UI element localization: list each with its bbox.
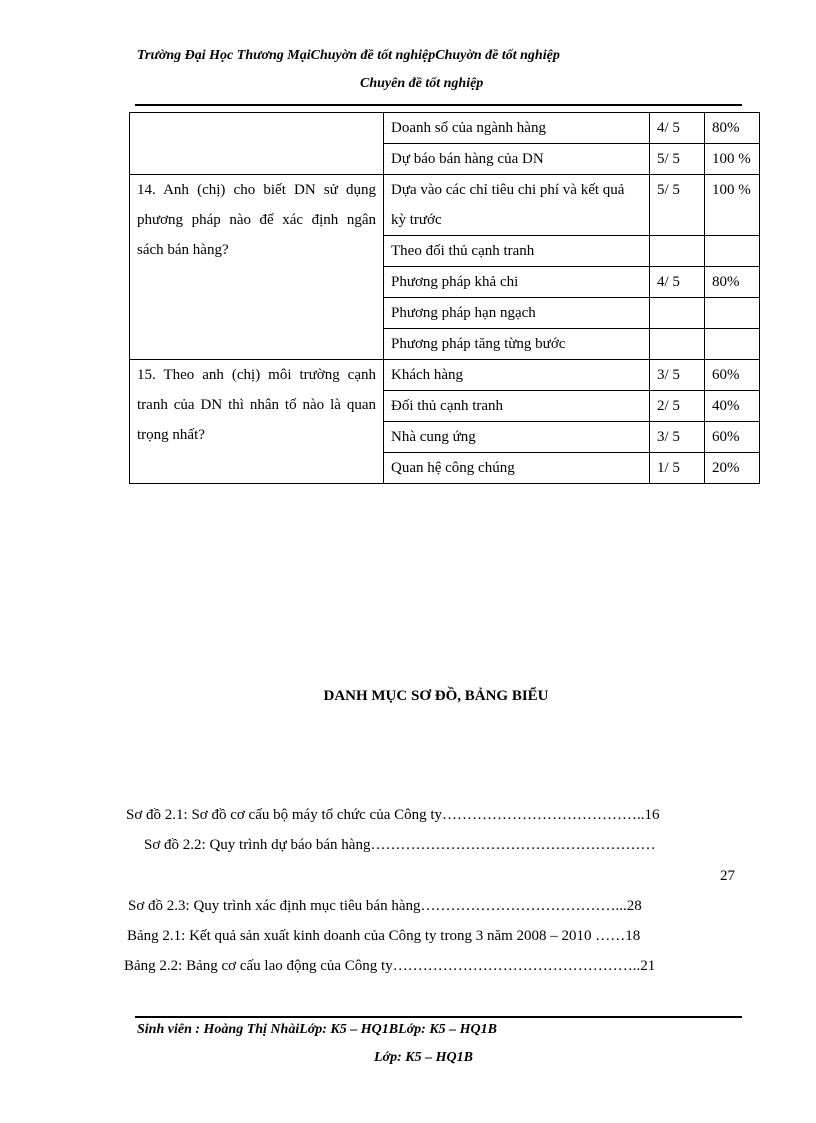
count-cell: 3/ 5	[650, 360, 705, 391]
percent-cell: 60%	[705, 422, 760, 453]
footer-divider	[135, 1016, 742, 1018]
count-cell: 2/ 5	[650, 391, 705, 422]
toc-entry: Bảng 2.1: Kết quả sản xuất kinh doanh của Công ty trong 3 năm 2008 – 2010 ……18	[127, 928, 641, 944]
percent-cell: 80%	[705, 267, 760, 298]
table-row	[130, 175, 760, 236]
option-cell: Phương pháp tăng từng bước	[384, 329, 650, 360]
option-cell: Dựa vào các chỉ tiêu chi phí và kết quả kỳ trước	[384, 175, 650, 236]
table-row	[130, 360, 760, 391]
percent-cell: 100 %	[705, 175, 760, 236]
option-cell: Phương pháp khả chi	[384, 267, 650, 298]
question-cell: 15. Theo anh (chị) môi trường cạnh tranh của DN thì nhân tố nào là quan trọng nhất?	[130, 360, 384, 484]
toc-entry: Bảng 2.2: Bảng cơ cấu lao động của Công ty…………………………………………..21	[124, 958, 656, 974]
toc-entry: Sơ đồ 2.2: Quy trình dự báo bán hàng…………………………………………………	[144, 837, 656, 853]
survey-table	[129, 112, 760, 484]
count-cell: 5/ 5	[650, 144, 705, 175]
toc-entry: Sơ đồ 2.3: Quy trình xác định mục tiêu bán hàng…………………………………...28	[128, 898, 642, 914]
question-cell	[130, 113, 384, 175]
count-cell: 5/ 5	[650, 175, 705, 236]
percent-cell: 80%	[705, 113, 760, 144]
option-cell: Đối thủ cạnh tranh	[384, 391, 650, 422]
option-cell: Nhà cung ứng	[384, 422, 650, 453]
count-cell: 4/ 5	[650, 113, 705, 144]
count-cell	[650, 298, 705, 329]
option-cell: Khách hàng	[384, 360, 650, 391]
toc-title: DANH MỤC SƠ ĐỒ, BẢNG BIỂU	[323, 688, 549, 704]
option-cell: Theo đối thủ cạnh tranh	[384, 236, 650, 267]
count-cell: 4/ 5	[650, 267, 705, 298]
option-cell: Quan hệ công chúng	[384, 453, 650, 484]
percent-cell	[705, 329, 760, 360]
count-cell: 1/ 5	[650, 453, 705, 484]
percent-cell: 40%	[705, 391, 760, 422]
option-cell: Doanh số của ngành hàng	[384, 113, 650, 144]
percent-cell: 60%	[705, 360, 760, 391]
percent-cell: 100 %	[705, 144, 760, 175]
question-cell: 14. Anh (chị) cho biết DN sử dụng phương pháp nào để xác định ngân sách bán hàng?	[130, 175, 384, 360]
percent-cell	[705, 236, 760, 267]
count-cell	[650, 236, 705, 267]
footer-line-1: Sinh viên : Hoàng Thị NhàiLớp: K5 – HQ1BLớp: K5 – HQ1B	[137, 1022, 498, 1037]
toc-entry: Sơ đồ 2.1: Sơ đồ cơ cấu bộ máy tổ chức của Công ty…………………………………..16	[126, 807, 660, 823]
option-cell: Phương pháp hạn ngạch	[384, 298, 650, 329]
header-divider	[135, 104, 742, 106]
percent-cell: 20%	[705, 453, 760, 484]
table-row	[130, 113, 760, 144]
toc-entry-page: 27	[720, 868, 735, 884]
option-cell: Dự báo bán hàng của DN	[384, 144, 650, 175]
count-cell	[650, 329, 705, 360]
header-line-2: Chuyên đề tốt nghiệp	[360, 76, 484, 91]
percent-cell	[705, 298, 760, 329]
count-cell: 3/ 5	[650, 422, 705, 453]
footer-line-2: Lớp: K5 – HQ1B	[374, 1050, 473, 1065]
header-line-1: Trường Đại Học Thương MạiChuyờn đề tốt nghiệpChuyờn đề tốt nghiệp	[137, 48, 560, 63]
